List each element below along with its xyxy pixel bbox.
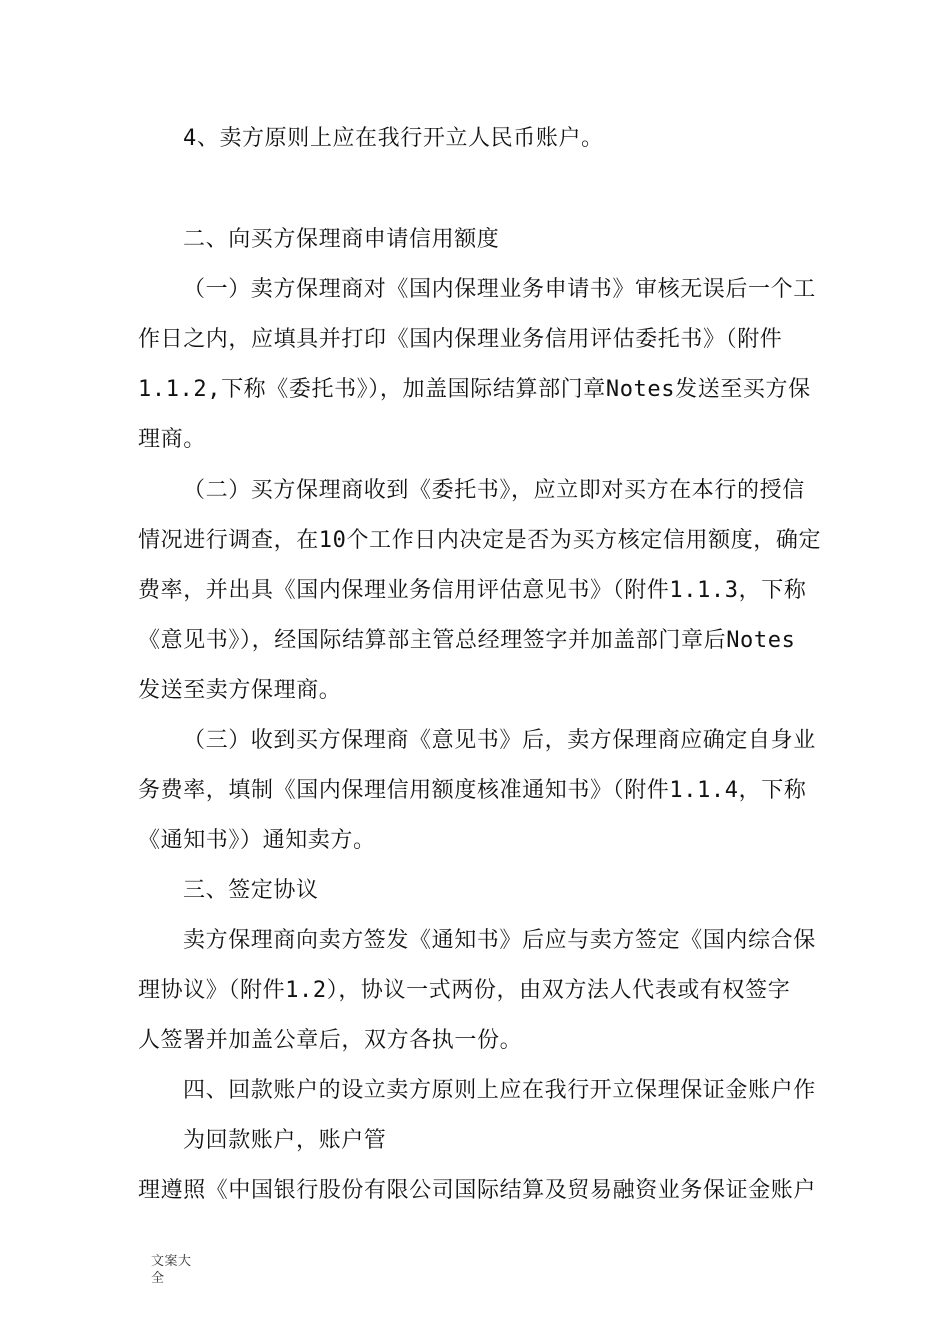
text-line: 费率，并出具《国内保理业务信用评估意见书》（附件1.1.3，下称 (138, 578, 807, 603)
text-line: 理协议》（附件1.2），协议一式两份，由双方法人代表或有权签字 (138, 978, 791, 1003)
section-heading: 三、签定协议 (183, 878, 319, 903)
text-line: 卖方保理商向卖方签发《通知书》后应与卖方签定《国内综合保 (183, 928, 816, 953)
text-line: 人签署并加盖公章后，双方各执一份。 (138, 1028, 523, 1053)
text-line: 1.1.2,下称《委托书》），加盖国际结算部门章Notes发送至买方保 (138, 377, 811, 402)
text-line: 《通知书》）通知卖方。 (138, 828, 376, 853)
text-line: 4、卖方原则上应在我行开立人民币账户。 (183, 126, 604, 151)
text-line: 理遵照《中国银行股份有限公司国际结算及贸易融资业务保证金账户 (138, 1178, 817, 1203)
text-line: （一）卖方保理商对《国内保理业务申请书》审核无误后一个工 (183, 277, 816, 302)
text-line: 务费率，填制《国内保理信用额度核准通知书》（附件1.1.4，下称 (138, 778, 807, 803)
page-footer: 文案大 全 (151, 1254, 192, 1286)
text-line: 发送至卖方保理商。 (138, 678, 342, 703)
text-line: 理商。 (138, 427, 206, 452)
text-line: 《意见书》），经国际结算部主管总经理签字并加盖部门章后Notes (138, 628, 796, 653)
text-line: 为回款账户，账户管 (183, 1128, 387, 1153)
text-line: 情况进行调查，在10个工作日内决定是否为买方核定信用额度，确定 (138, 528, 822, 553)
section-heading: 二、向买方保理商申请信用额度 (183, 227, 500, 252)
text-line: （三）收到买方保理商《意见书》后，卖方保理商应确定自身业 (183, 728, 816, 753)
text-line: （二）买方保理商收到《委托书》，应立即对买方在本行的授信 (183, 478, 805, 503)
text-line: 作日之内，应填具并打印《国内保理业务信用评估委托书》（附件 (138, 327, 783, 352)
section-heading: 四、回款账户的设立卖方原则上应在我行开立保理保证金账户作 (183, 1078, 816, 1103)
